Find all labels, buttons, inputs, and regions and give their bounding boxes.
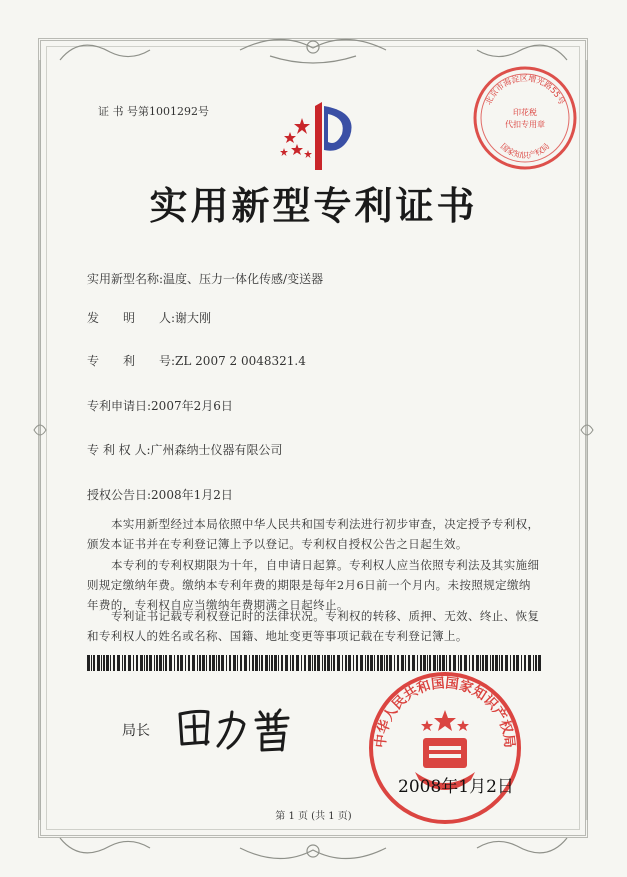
barcode-bar [113, 655, 115, 671]
barcode-bar [133, 655, 134, 671]
barcode-bar [163, 655, 164, 671]
barcode-bar [360, 655, 363, 671]
paragraph-legal-status: 专利证书记载专利权登记时的法律状况。专利权的转移、质押、无效、终止、恢复和专利权人的姓名或名称、国籍、地址变更等事项记载在专利登记簿上。 [87, 609, 540, 643]
barcode-bar [353, 655, 354, 671]
field-patent-no [87, 352, 306, 369]
barcode-bar [180, 655, 183, 671]
barcode-bar [327, 655, 330, 671]
barcode-bar [169, 655, 172, 671]
barcode-bar [93, 655, 95, 671]
field-holder [87, 441, 283, 458]
svg-text:国家知识产权局: 国家知识产权局 [498, 141, 552, 160]
barcode-bar [149, 655, 152, 671]
barcode-bar [233, 655, 236, 671]
barcode-bar [348, 655, 351, 671]
barcode-bar [274, 655, 277, 671]
barcode-bar [192, 655, 195, 671]
field-inventor [87, 309, 211, 326]
director-signature [168, 700, 303, 755]
field-filing-date-label: 专利申请日: [87, 399, 152, 413]
barcode-bar [259, 655, 260, 671]
barcode-bar [324, 655, 326, 671]
barcode-bar [292, 655, 294, 671]
barcode-bar [216, 655, 217, 671]
patent-office-logo [270, 88, 360, 178]
field-inventor-label: 发 明 人: [87, 311, 176, 325]
bottom-ornament [40, 828, 587, 868]
barcode-bar [304, 655, 306, 671]
barcode-bar [312, 655, 313, 671]
barcode-bar [128, 655, 131, 671]
svg-text:北京市海淀区增光路55号: 北京市海淀区增光路55号 [483, 73, 567, 107]
barcode-bar [136, 655, 138, 671]
barcode-bar [285, 655, 288, 671]
field-filing-date [87, 397, 233, 414]
barcode-bar [265, 655, 268, 671]
barcode-bar [538, 655, 541, 671]
barcode-bar [255, 655, 258, 671]
right-ornament [577, 60, 597, 820]
barcode-bar [342, 655, 343, 671]
svg-text:中华人民共和国国家知识产权局: 中华人民共和国国家知识产权局 [372, 675, 518, 749]
barcode-bar [331, 655, 332, 671]
barcode-bar [188, 655, 190, 671]
barcode-bar [535, 655, 537, 671]
barcode-bar [221, 655, 224, 671]
tax-seal-stamp [470, 63, 580, 173]
barcode-bar [237, 655, 238, 671]
svg-text:印花税: 印花税 [513, 108, 537, 117]
field-name [87, 270, 323, 287]
barcode-bar [356, 655, 358, 671]
barcode-bar [209, 655, 211, 671]
barcode-bar [177, 655, 179, 671]
barcode-bar [296, 655, 299, 671]
barcode-bar [144, 655, 145, 671]
barcode-bar [185, 655, 186, 671]
left-ornament [30, 60, 50, 820]
field-grant-date-value: 2008年1月2日 [151, 488, 233, 502]
barcode-bar [146, 655, 148, 671]
director-title: 局长 [122, 723, 150, 739]
field-patent-no-value: ZL 2007 2 0048321.4 [175, 354, 306, 368]
barcode-bar [218, 655, 220, 671]
page-number: 第 1 页 (共 1 页) [275, 811, 352, 822]
barcode-bar [337, 655, 340, 671]
seal-date: 2008年1月2日 [398, 777, 514, 797]
barcode-bar [122, 655, 123, 671]
barcode-bar [110, 655, 111, 671]
official-seal [365, 668, 525, 828]
barcode-bar [159, 655, 162, 671]
barcode-bar [281, 655, 283, 671]
barcode-bar [87, 655, 90, 671]
field-holder-label: 专 利 权 人: [87, 443, 151, 457]
barcode-bar [322, 655, 323, 671]
barcode-bar [174, 655, 175, 671]
barcode-bar [249, 655, 250, 671]
barcode-bar [91, 655, 92, 671]
barcode-bar [156, 655, 158, 671]
barcode-bar [199, 655, 201, 671]
barcode-bar [97, 655, 100, 671]
barcode-bar [154, 655, 155, 671]
barcode-bar [317, 655, 320, 671]
certificate-title: 实用新型专利证书 [149, 183, 478, 228]
barcode-bar [269, 655, 270, 671]
field-holder-value: 广州森纳士仪器有限公司 [150, 443, 283, 457]
barcode-bar [226, 655, 227, 671]
barcode-bar [301, 655, 302, 671]
barcode-bar [345, 655, 347, 671]
barcode-bar [271, 655, 273, 671]
barcode-bar [229, 655, 231, 671]
barcode-bar [197, 655, 198, 671]
paragraph-grant: 本实用新型经过本局依照中华人民共和国专利法进行初步审查，决定授予专利权，颁发本证书并在专利登记簿上予以登记。专利权自授权公告之日起生效。 [87, 517, 540, 551]
barcode-bar [290, 655, 291, 671]
barcode-bar [202, 655, 205, 671]
barcode-bar [528, 655, 531, 671]
svg-text:代扣专用章: 代扣专用章 [505, 120, 545, 129]
barcode-bar [140, 655, 143, 671]
barcode-bar [261, 655, 263, 671]
certificate-number: 证 书 号第1001292号 [98, 105, 209, 118]
field-grant-date-label: 授权公告日: [87, 488, 152, 502]
field-inventor-value: 谢大刚 [175, 311, 212, 325]
barcode-bar [124, 655, 126, 671]
barcode-bar [103, 655, 105, 671]
barcode-bar [533, 655, 534, 671]
barcode-bar [106, 655, 109, 671]
barcode-bar [101, 655, 102, 671]
barcode-bar [314, 655, 316, 671]
barcode-bar [212, 655, 215, 671]
field-patent-no-label: 专 利 号: [87, 354, 176, 368]
barcode-bar [117, 655, 120, 671]
barcode-bar [308, 655, 311, 671]
barcode-bar [244, 655, 247, 671]
barcode-bar [240, 655, 242, 671]
barcode-bar [252, 655, 254, 671]
field-grant-date [87, 486, 233, 503]
field-name-value: 温度、压力一体化传感/变送器 [163, 272, 324, 286]
barcode-bar [278, 655, 279, 671]
paragraph-term: 本专利的专利权期限为十年，自申请日起算。专利权人应当依照专利法及其实施细则规定缴纳年费。缴纳本专利年费的期限是每年2月6日前一个月内。未按照规定缴纳年费的，专利权自应当缴纳年费期满之日起终止。 [87, 558, 540, 612]
barcode-bar [206, 655, 207, 671]
barcode-bar [165, 655, 167, 671]
field-name-label: 实用新型名称: [87, 272, 164, 286]
barcode-bar [333, 655, 335, 671]
field-filing-date-value: 2007年2月6日 [151, 399, 233, 413]
